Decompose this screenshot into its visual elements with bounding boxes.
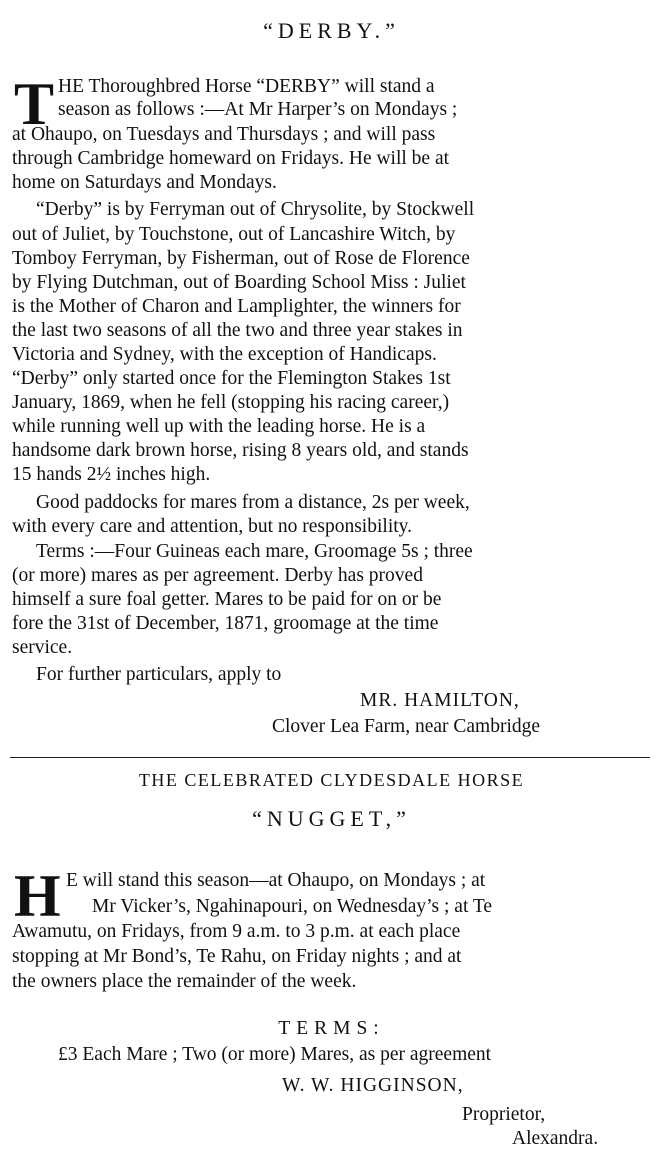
- derby-p1-line: home on Saturdays and Mondays.: [12, 172, 277, 193]
- derby-p2-line: “Derby” is by Ferryman out of Chrysolite, by Stockwell: [36, 199, 475, 220]
- nugget-title: “NUGGET,”: [252, 806, 411, 831]
- derby-p3-line: Good paddocks for mares from a distance, 2s per week,: [36, 492, 470, 513]
- derby-p4-line: Terms :—Four Guineas each mare, Groomage 5s ; three: [36, 541, 473, 562]
- derby-p2-line: Victoria and Sydney, with the exception of Handicaps.: [12, 344, 437, 365]
- derby-p1-line: at Ohaupo, on Tuesdays and Thursdays ; and will pass: [12, 124, 436, 145]
- nugget-terms-heading: TERMS:: [278, 1018, 385, 1039]
- nugget-p1-line: the owners place the remainder of the week.: [12, 971, 357, 992]
- derby-p2-line: handsome dark brown horse, rising 8 years old, and stands: [12, 440, 469, 461]
- derby-p1-line: through Cambridge homeward on Fridays. He will be at: [12, 148, 450, 169]
- section-divider: [10, 757, 650, 758]
- nugget-p1-line: Mr Vicker’s, Ngahinapouri, on Wednesday’s ; at Te: [92, 896, 493, 917]
- derby-p2-line: is the Mother of Charon and Lamplighter, the winners for: [12, 296, 461, 317]
- derby-p5-line: For further particulars, apply to: [36, 664, 282, 685]
- nugget-header: THE CELEBRATED CLYDESDALE HORSE: [138, 770, 525, 790]
- derby-contact-address: Clover Lea Farm, near Cambridge: [272, 716, 541, 737]
- nugget-terms: £3 Each Mare ; Two (or more) Mares, as per agreement: [58, 1044, 492, 1065]
- derby-contact-name: MR. HAMILTON,: [360, 690, 520, 711]
- derby-p4-line: service.: [12, 637, 73, 658]
- nugget-proprietor-title: Proprietor,: [462, 1104, 546, 1125]
- derby-p2-line: out of Juliet, by Touchstone, out of Lancashire Witch, by: [12, 224, 456, 245]
- derby-title: “DERBY.”: [263, 18, 400, 43]
- derby-p2-line: Tomboy Ferryman, by Fisherman, out of Rose de Florence: [12, 248, 470, 269]
- nugget-p1-line: E will stand this season—at Ohaupo, on Mondays ; at: [66, 870, 486, 891]
- nugget-p1-line: stopping at Mr Bond’s, Te Rahu, on Friday nights ; and at: [12, 946, 462, 967]
- nugget-proprietor-location: Alexandra.: [512, 1128, 599, 1149]
- derby-p4-line: fore the 31st of December, 1871, groomage at the time: [12, 613, 439, 634]
- derby-p2-line: while running well up with the leading horse. He is a: [12, 416, 426, 437]
- derby-p2-line: the last two seasons of all the two and three year stakes in: [12, 320, 463, 341]
- derby-drop-cap: T: [14, 71, 55, 137]
- derby-p2-line: “Derby” only started once for the Flemington Stakes 1st: [12, 368, 451, 389]
- nugget-drop-cap: H: [14, 863, 61, 929]
- derby-p2-line: January, 1869, when he fell (stopping his racing career,): [12, 392, 450, 413]
- nugget-proprietor-name: W. W. HIGGINSON,: [282, 1075, 464, 1096]
- derby-p3-line: with every care and attention, but no responsibility.: [12, 516, 413, 537]
- derby-p2-line: 15 hands 2½ inches high.: [12, 464, 211, 485]
- nugget-p1-line: Awamutu, on Fridays, from 9 a.m. to 3 p.m. at each place: [12, 921, 461, 942]
- derby-p4-line: himself a sure foal getter. Mares to be paid for on or be: [12, 589, 442, 610]
- derby-p4-line: (or more) mares as per agreement. Derby has proved: [12, 565, 423, 586]
- derby-p2-line: by Flying Dutchman, out of Boarding School Miss : Juliet: [12, 272, 466, 293]
- derby-p1-line: HE Thoroughbred Horse “DERBY” will stand a: [58, 76, 435, 97]
- derby-p1-line: season as follows :—At Mr Harper’s on Mondays ;: [58, 99, 458, 120]
